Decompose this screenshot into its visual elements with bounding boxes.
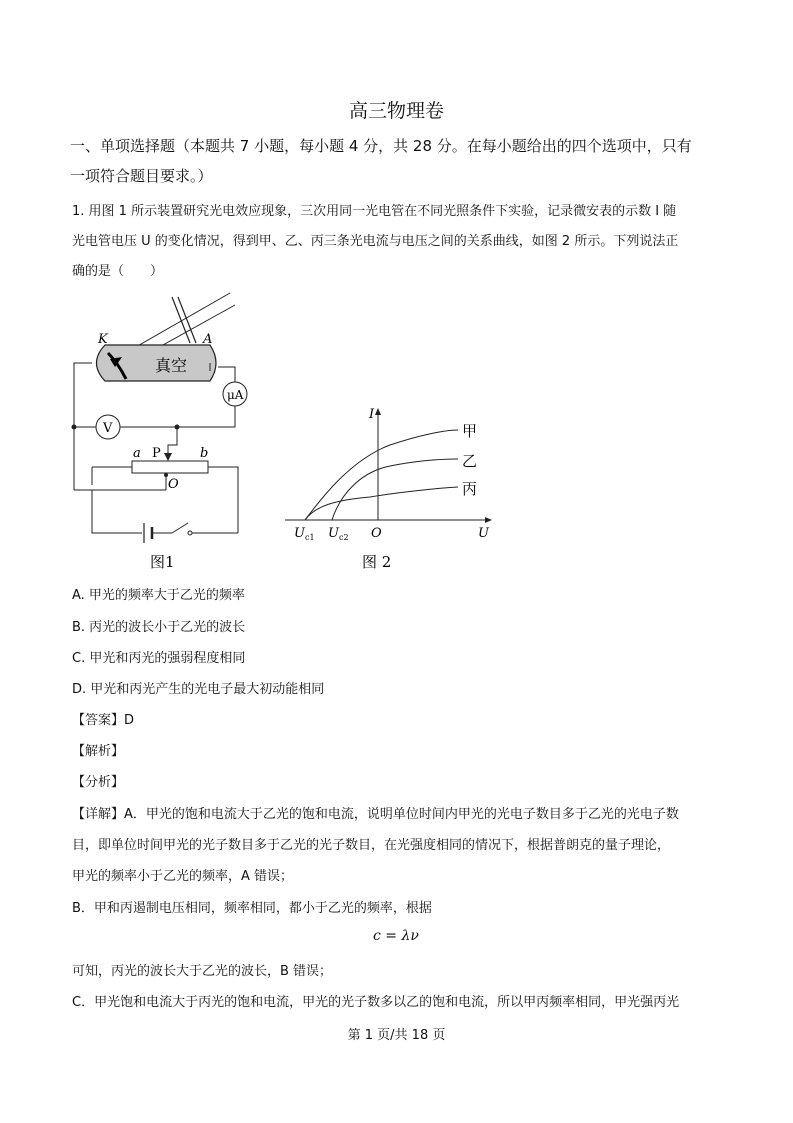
detail-line3: 甲光的频率小于乙光的频率，A 错误； xyxy=(72,869,294,884)
tube-label: 真空 xyxy=(155,356,188,375)
option-b: B. 丙光的波长小于乙光的波长 xyxy=(72,620,246,635)
option-d: D. 甲光和丙光产生的光电子最大初动能相同 xyxy=(72,682,325,697)
detail-line2: 目，即单位时间甲光的光子数目多于乙光的光子数目，在光强度相同的情况下，根据普朗克的量子理论， xyxy=(72,838,671,853)
figure2-caption: 图 2 xyxy=(362,553,392,571)
y-axis-label: I xyxy=(369,407,375,422)
answer-value: D xyxy=(124,713,135,728)
figure1-circuit xyxy=(60,285,290,570)
origin-label: O xyxy=(371,526,382,541)
answer-line xyxy=(72,709,134,728)
wire-right-top xyxy=(218,367,235,382)
answer-label: 【答案】 xyxy=(72,713,125,728)
question-line3: 确的是（ ） xyxy=(72,264,164,279)
question-line2: 光电管电压 U 的变化情况，得到甲、乙、丙三条光电流与电压之间的关系曲线，如图 2 所示。下列说法正 xyxy=(72,234,679,249)
curve-label-yi: 乙 xyxy=(462,452,478,470)
curve-yi xyxy=(332,459,458,520)
curve-label-jia: 甲 xyxy=(462,422,478,440)
slider-arrow xyxy=(164,453,172,461)
figure1-caption: 图1 xyxy=(150,553,175,570)
analysis-label: 【解析】 xyxy=(72,744,125,759)
label-P: P xyxy=(152,446,161,461)
wire-battery-left xyxy=(92,490,142,533)
curve-label-bing: 丙 xyxy=(462,480,478,498)
detail-line1: 【详解】A．甲光的饱和电流大于乙光的饱和电流，说明单位时间内甲光的光电子数目多于乙光的光电子数 xyxy=(72,807,679,822)
x-axis-arrow xyxy=(485,517,492,523)
label-O: O xyxy=(168,477,179,492)
junction-left xyxy=(72,425,77,430)
detail-line4: B．甲和丙遏制电压相同，频率相同，都小于乙光的频率，根据 xyxy=(72,901,432,916)
label-b: b xyxy=(200,446,209,461)
uc2-subscript: c2 xyxy=(338,533,349,542)
switch-contact xyxy=(188,531,192,535)
uc2-label xyxy=(328,526,349,542)
y-axis-arrow xyxy=(375,408,381,415)
page-title: 高三物理卷 xyxy=(348,100,444,122)
switch-blade xyxy=(172,523,188,533)
wire-right xyxy=(177,406,235,427)
ammeter-label: μA xyxy=(227,388,244,402)
label-K: K xyxy=(98,332,108,347)
curve-jia xyxy=(305,430,458,520)
x-axis-label: U xyxy=(478,526,489,541)
option-a: A. 甲光的频率大于乙光的频率 xyxy=(72,588,245,603)
figure2-graph xyxy=(280,400,500,575)
uc1-subscript: c1 xyxy=(304,533,315,542)
page-footer: 第 1 页/共 18 页 xyxy=(347,1028,446,1043)
question-line1: 1. 用图 1 所示装置研究光电效应现象，三次用同一光电管在不同光照条件下实验，记录微安表的示数 I 随 xyxy=(72,204,677,219)
uc1-label xyxy=(294,526,315,542)
section-heading-line2: 一项符合题目要求。） xyxy=(70,167,213,185)
formula: c = λν xyxy=(373,928,419,944)
rheostat xyxy=(132,461,208,473)
option-c: C. 甲光和丙光的强弱程度相同 xyxy=(72,651,246,666)
detail-line6: C．甲光饱和电流大于丙光的饱和电流，甲光的光子数多以乙的饱和电流，所以甲丙频率相同，甲光强丙光 xyxy=(72,995,680,1010)
detail-line5: 可知，丙光的波长大于乙光的波长，B 错误； xyxy=(72,964,333,979)
section-heading-line1: 一、单项选择题（本题共 7 小题，每小题 4 分，共 28 分。在每小题给出的四个选项中，只有 xyxy=(70,137,692,155)
voltmeter-label: V xyxy=(103,421,113,436)
uc2-symbol: U xyxy=(328,526,339,541)
label-a: a xyxy=(133,446,141,461)
fenxi-label: 【分析】 xyxy=(72,775,125,790)
rheostat-wire xyxy=(92,467,238,533)
slider-wire xyxy=(168,427,177,457)
label-A: A xyxy=(203,332,213,347)
uc1-symbol: U xyxy=(294,526,305,541)
